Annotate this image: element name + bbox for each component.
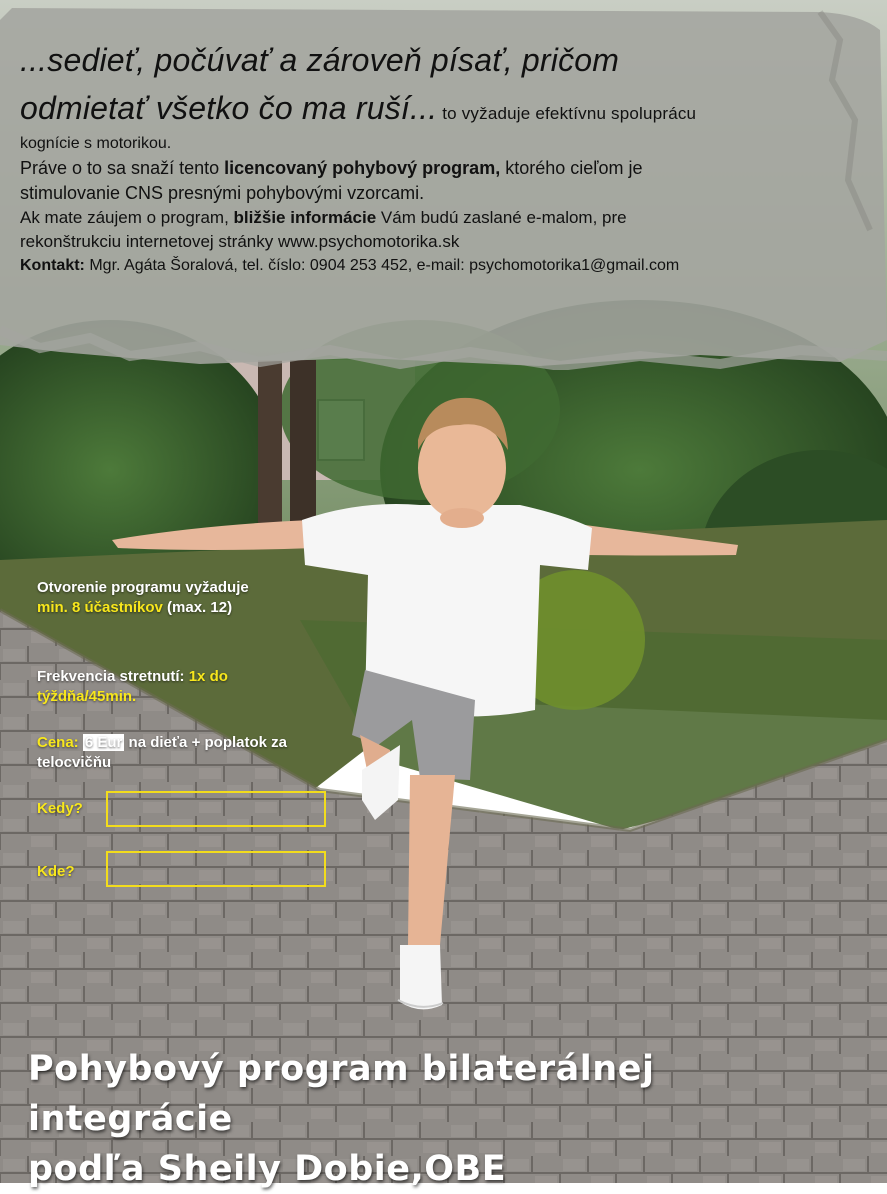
contact-line xyxy=(20,254,870,278)
headline-tail: to vyžaduje efektívnu spoluprácu xyxy=(437,104,697,123)
frequency-value: 1x do týždňa/45min. xyxy=(37,668,228,705)
where-field[interactable] xyxy=(106,851,326,887)
title-line2: podľa Sheily Dobie,OBE xyxy=(28,1149,507,1189)
price-details: na dieťa + poplatok za telocvičňu xyxy=(37,734,288,771)
program-paragraph: Práve o to sa snaží tento licencovaný pohybový program, ktorého cieľom je stimulovanie CNS presnými pohybovými vzorcami. xyxy=(20,158,643,203)
price-label: Cena: xyxy=(37,734,83,751)
contact-details: Mgr. Agáta Šoralová, tel. číslo: 0904 253 452, e-mail: psychomotorika1@gmail.com xyxy=(84,257,680,274)
intro-text xyxy=(20,36,870,278)
frequency: Frekvencia stretnutí: 1x do týždňa/45min. xyxy=(37,668,228,705)
when-field[interactable] xyxy=(106,791,326,827)
price xyxy=(37,733,327,773)
price-value: 6 Eur xyxy=(84,734,123,751)
more-info-emphasis: bližšie informácie xyxy=(233,208,377,227)
cognition-line: kognície s motorikou. xyxy=(20,135,172,152)
when-label: Kedy? xyxy=(37,800,83,817)
title-line1: Pohybový program bilaterálnej integrácie xyxy=(28,1049,655,1139)
opening-requirement: Otvorenie programu vyžaduje min. 8 účastníkov (max. 12) xyxy=(37,579,249,616)
info-paragraph: Ak mate záujem o program, bližšie informácie Vám budú zaslané e-malom, pre rekonštrukciu internetovej stránky www.psychomotorika.sk xyxy=(20,208,627,251)
headline-line2: odmietať všetko čo ma ruší... xyxy=(20,90,438,126)
contact-label: Kontakt: xyxy=(20,257,85,274)
max-participants: (max. 12) xyxy=(162,599,233,616)
headline-line1: ...sedieť, počúvať a zároveň písať, pričom xyxy=(20,42,620,78)
program-title xyxy=(28,1044,868,1194)
min-participants: min. 8 účastníkov xyxy=(37,599,163,616)
where-label: Kde? xyxy=(37,863,75,880)
licensed-program-emphasis: licencovaný pohybový program, xyxy=(224,158,501,178)
